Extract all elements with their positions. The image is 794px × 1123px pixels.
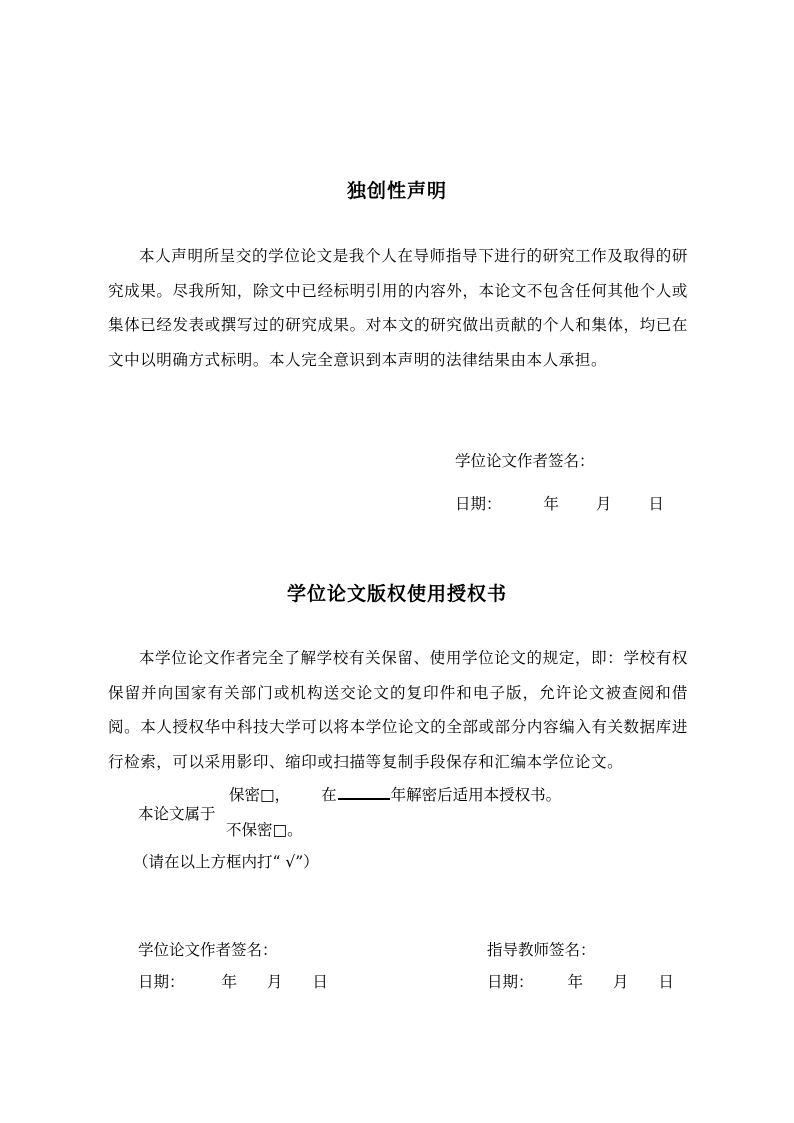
declaration-date-label: 日期：	[455, 495, 502, 513]
declaration-title: 独创性声明	[346, 180, 447, 202]
authorization-author-signature-label: 学位论文作者签名：	[138, 941, 278, 959]
declaration-date-row	[455, 492, 664, 514]
author-date-label: 日期：	[138, 973, 185, 991]
advisor-date-row	[487, 970, 674, 992]
declaration-body: 本人声明所呈交的学位论文是我个人在导师指导下进行的研究工作及取得的研究成果。尽我所知，除文中已经标明引用的内容外，本论文不包含任何其他个人或集体已经发表或撰写过的研究成果。对本文的研究做出贡献的个人和集体，均已在文中以明确方式标明。本人完全意识到本声明的法律结果由本人承担。	[108, 247, 688, 369]
confidential-row	[229, 783, 561, 805]
advisor-day-label: 日	[658, 973, 674, 991]
advisor-signature-label: 指导教师签名：	[487, 941, 596, 959]
author-day-label: 日	[312, 973, 328, 991]
declaration-year-label: 年	[543, 495, 559, 513]
author-date-row	[138, 970, 328, 992]
belongs-label: 本论文属于	[138, 805, 216, 823]
declaration-author-signature-label: 学位论文作者签名：	[455, 452, 595, 470]
authorization-body: 本学位论文作者完全了解学校有关保留、使用学位论文的规定，即：学校有权保留并向国家有关部门或机构送交论文的复印件和电子版，允许论文被查阅和借阅。本人授权华中科技大学可以将本学位论文的全部或部分内容编入有关数据库进行检索，可以采用影印、缩印或扫描等复制手段保存和汇编本学位论文。	[108, 649, 688, 771]
advisor-date-label: 日期：	[487, 973, 534, 991]
declaration-day-label: 日	[648, 495, 664, 513]
not-confidential-option: 不保密□。	[226, 821, 303, 839]
confidential-option: 保密□，	[229, 786, 291, 804]
author-year-label: 年	[221, 973, 237, 991]
advisor-year-label: 年	[567, 973, 583, 991]
authorization-title: 学位论文版权使用授权书	[286, 583, 507, 605]
unlock-years-blank	[338, 784, 390, 800]
unlock-text: 年解密后适用本授权书。	[390, 786, 562, 804]
author-month-label: 月	[266, 973, 283, 991]
declaration-month-label: 月	[595, 495, 612, 513]
in-word: 在	[321, 786, 337, 804]
checkbox-instruction: （请在以上方框内打“ √”）	[133, 853, 319, 871]
advisor-month-label: 月	[612, 973, 629, 991]
